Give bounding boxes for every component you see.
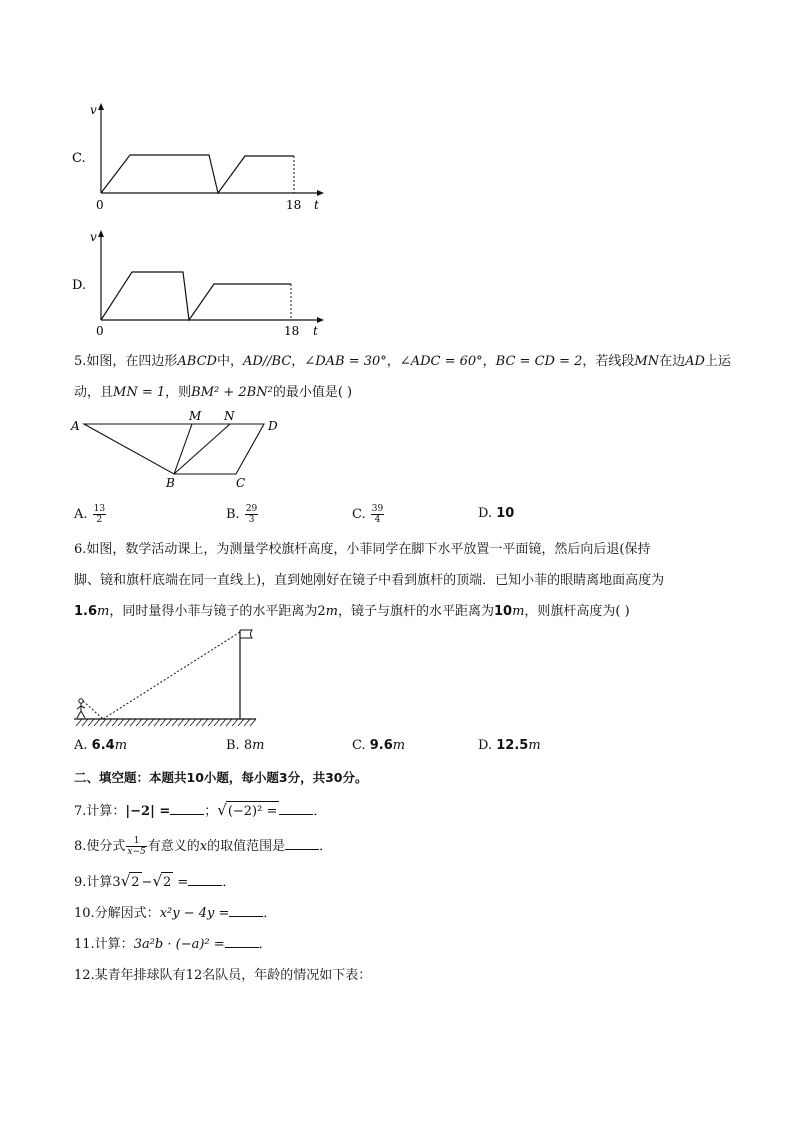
graph-d-x-arrow	[317, 317, 324, 323]
q6-text: ，镜子与旗杆的水平距离为	[337, 604, 494, 619]
graph-d-y-axis-label: v	[90, 230, 97, 244]
q9-line	[74, 871, 235, 893]
option-label: D.	[478, 506, 493, 521]
q5-mn-length: MN = 1	[113, 385, 166, 400]
q6-text: ，同时量得小菲与镜子的水平距离为	[109, 604, 318, 619]
q6-option-b[interactable]	[226, 736, 264, 756]
q5-text: ，	[291, 354, 305, 369]
q11-text: 11.计算：	[74, 937, 134, 952]
option-label: C.	[352, 507, 366, 522]
q5-label-d: D	[268, 419, 278, 433]
option-value: 8	[243, 738, 253, 753]
q8-fraction	[126, 836, 146, 857]
q8-text: 8.使分式	[74, 839, 126, 854]
q7-text: 7.计算：	[74, 804, 126, 819]
q6-flagpole-figure	[68, 622, 263, 730]
q9-coefficient: 3	[112, 875, 121, 890]
option-label: D.	[478, 738, 493, 753]
q9-radicand-1: 2	[129, 872, 141, 893]
q10-text: 10.分解因式：	[74, 906, 160, 921]
q5-angle-adc: ∠ADC = 60°	[399, 354, 483, 369]
velocity-graph-c	[70, 100, 340, 215]
q5-text: 上运	[704, 354, 731, 369]
q6-text: ，则旗杆高度为( )	[524, 604, 630, 619]
option-value: 9.6	[369, 738, 393, 753]
fraction-numerator: 29	[245, 504, 258, 514]
q6-option-c[interactable]	[352, 736, 405, 756]
option-label: B.	[226, 507, 240, 522]
q5-segment-bn	[174, 424, 230, 474]
q6-flag	[240, 630, 252, 638]
q12-text: 12.某青年排球队有	[74, 968, 186, 983]
option-label: A.	[74, 507, 88, 522]
q7-text: ；	[204, 804, 218, 819]
graph-d-velocity-curve	[101, 272, 291, 320]
q6-ground-hatching	[76, 719, 256, 726]
graph-c-x-arrow	[317, 190, 324, 196]
q5-label-a: A	[71, 419, 80, 433]
fraction-denominator: x−5	[127, 847, 146, 857]
q7-answer-blank-2[interactable]	[279, 802, 313, 815]
q5-expression: BM² + 2BN²	[191, 385, 273, 400]
unit: m	[97, 604, 110, 619]
q5-quad-name: ABCD	[177, 354, 217, 369]
q5-text: 中，	[216, 354, 243, 369]
q10-expression: x²y − 4y =	[159, 906, 230, 921]
q6-eye-height: 1.6	[74, 604, 98, 619]
q6-sightline-to-mirror	[83, 701, 103, 719]
graph-c-origin-label: 0	[96, 198, 104, 212]
graph-c-x-end-label: 18	[286, 198, 302, 212]
q6-distance-mirror-pole: 10	[494, 604, 513, 619]
q8-variable: x	[199, 839, 208, 854]
q9-text: 9.计算	[74, 875, 113, 890]
q5-text: ，	[386, 354, 400, 369]
q10-text: ．	[263, 906, 277, 921]
option-label: A.	[74, 738, 88, 753]
q11-text: ．	[258, 937, 272, 952]
graph-d-origin-label: 0	[96, 324, 104, 338]
unit: m	[252, 738, 265, 753]
q5-text: 在边	[659, 354, 686, 369]
unit: m	[392, 738, 406, 753]
q5-option-c[interactable]	[352, 504, 385, 525]
q5-option-a[interactable]	[74, 504, 107, 525]
q8-text: ．	[319, 839, 333, 854]
q5-quadrilateral-figure	[68, 408, 288, 490]
option-value: 12.5	[496, 738, 529, 753]
velocity-graph-d	[70, 227, 340, 342]
option-label: C.	[352, 738, 366, 753]
q5-label-b: B	[166, 476, 175, 490]
q7-answer-blank-1[interactable]	[170, 802, 204, 815]
q5-text: 动，且	[74, 385, 114, 400]
fraction-numerator: 1	[126, 836, 146, 847]
unit: m	[114, 738, 128, 753]
graph-c-x-axis-label: t	[314, 198, 319, 212]
q8-text: 的取值范围是	[207, 839, 286, 854]
q5-parallel-condition: AD//BC	[242, 354, 292, 369]
sqrt-icon: √	[217, 801, 227, 819]
q9-minus: −	[141, 875, 153, 890]
graph-d-x-axis-label: t	[313, 324, 318, 338]
q5-line-1	[74, 352, 731, 372]
q12-text: 名队员，年龄的情况如下表：	[202, 968, 372, 983]
q11-answer-blank[interactable]	[225, 935, 259, 948]
q5-option-d[interactable]	[478, 504, 514, 524]
q8-answer-blank[interactable]	[285, 837, 319, 850]
q6-line-2: 脚、镜和旗杆底端在同一直线上)，直到她刚好在镜子中看到旗杆的顶端．已知小菲的眼睛离地面高度为	[74, 573, 665, 588]
q5-option-b-fraction	[245, 504, 258, 525]
q9-answer-blank[interactable]	[188, 873, 222, 886]
option-label: B.	[226, 738, 240, 753]
sqrt-icon: √	[152, 872, 162, 890]
q5-text: ，	[482, 354, 496, 369]
q6-option-d[interactable]	[478, 736, 541, 756]
graph-d-x-end-label: 18	[284, 324, 300, 338]
q12-line	[74, 966, 371, 986]
graph-c-y-axis-label: v	[90, 103, 97, 117]
q9-radicand-2: 2	[161, 872, 173, 893]
q7-sqrt-expression: (−2)² =	[226, 801, 280, 822]
q12-team-size: 12	[185, 968, 203, 983]
q5-text: ，若线段	[582, 354, 635, 369]
fraction-denominator: 3	[248, 515, 255, 525]
q5-option-a-fraction	[93, 504, 106, 525]
q8-text: 有意义的	[147, 839, 200, 854]
q5-segment-mn: MN	[634, 354, 660, 369]
q5-text: 5.如图，在四边形	[74, 354, 178, 369]
q6-line-3	[74, 602, 630, 622]
q7-abs-expression: |−2| =	[125, 804, 171, 819]
q7-line	[74, 800, 326, 822]
fraction-denominator: 2	[96, 515, 103, 525]
q5-option-b[interactable]	[226, 504, 259, 525]
q5-side-equality: BC = CD = 2	[495, 354, 583, 369]
q9-text: ．	[222, 875, 236, 890]
q5-label-c: C	[236, 476, 246, 490]
q11-line	[74, 935, 272, 955]
q5-line-2	[74, 383, 352, 403]
q6-option-a[interactable]	[74, 736, 127, 756]
q6-sightline-to-flagtop	[103, 632, 240, 719]
q5-quad-outline	[84, 424, 264, 474]
option-value: 10	[496, 506, 515, 521]
q10-answer-blank[interactable]	[229, 904, 263, 917]
unit: m	[325, 604, 338, 619]
q9-equals: =	[173, 875, 189, 890]
graph-d-option-label: D.	[72, 278, 87, 293]
graph-d-y-arrow	[98, 230, 104, 237]
q6-distance-girl-mirror: 2	[317, 604, 326, 619]
q8-line	[74, 836, 332, 857]
q5-label-n: N	[224, 409, 235, 423]
q5-side-ad: AD	[685, 354, 705, 369]
unit: m	[528, 738, 541, 753]
fraction-denominator: 4	[374, 515, 381, 525]
unit: m	[512, 604, 525, 619]
q5-text: ，则	[165, 385, 192, 400]
fraction-numerator: 39	[371, 504, 384, 514]
q5-label-m: M	[189, 409, 202, 423]
q10-line	[74, 904, 276, 924]
graph-c-option-label: C.	[72, 151, 86, 166]
sqrt-icon: √	[120, 872, 131, 890]
q6-line-1: 6.如图，数学活动课上，为测量学校旗杆高度，小菲同学在脚下水平放置一平面镜，然后向后退(保持	[74, 542, 651, 557]
q5-text: 的最小值是( )	[272, 385, 353, 400]
q5-angle-dab: ∠DAB = 30°	[304, 354, 387, 369]
graph-c-y-arrow	[98, 103, 104, 110]
q7-text: ．	[313, 804, 327, 819]
option-value: 6.4	[91, 738, 115, 753]
q5-option-c-fraction	[371, 504, 384, 525]
q11-expression: 3a²b · (−a)² =	[133, 937, 225, 952]
fraction-numerator: 13	[93, 504, 106, 514]
graph-c-velocity-curve	[101, 155, 294, 193]
section-2-heading: 二、填空题：本题共10小题，每小题3分，共30分。	[74, 770, 368, 785]
